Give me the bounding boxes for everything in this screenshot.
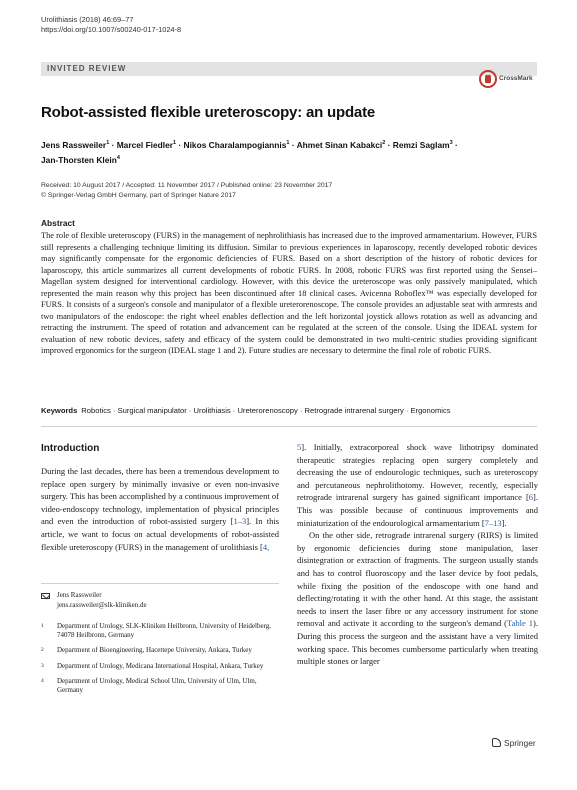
citation-link[interactable]: 1–3 xyxy=(233,516,247,527)
contact-email[interactable]: jens.rassweiler@slk-kliniken.de xyxy=(57,600,147,609)
article-title: Robot-assisted flexible ureteroscopy: an update xyxy=(41,104,376,121)
body-text: ]. This was possible because of continuous improvements and miniaturization of the endourological armamentarium [ xyxy=(297,492,538,528)
body-text: During the last decades, there has been a tremendous development to replace open surgery by minimally invasive or even non-invasive surgery. This has been accomplished by a continuous improvement of video-endoscopy technology, implementation of physical principles and even the introduction of robot-assisted surgery [ xyxy=(41,466,279,527)
citation-link[interactable]: 4, xyxy=(262,541,270,552)
author-separator: · xyxy=(111,139,115,150)
intro-paragraph xyxy=(41,465,279,553)
footnote-divider xyxy=(41,583,279,584)
affiliation-item xyxy=(41,677,279,695)
keywords-list: Robotics · Surgical manipulator · Urolithiasis · Ureterorenoscopy · Retrograde intrarenal surgery · Ergonomics xyxy=(81,406,451,415)
intro-paragraph-2 xyxy=(297,529,538,668)
citation-link[interactable]: 7–13 xyxy=(484,517,502,528)
body-column-right xyxy=(297,441,538,668)
author-line-1 xyxy=(41,137,537,152)
affiliation-number: 4 xyxy=(41,677,44,684)
citation-link[interactable]: 5 xyxy=(297,442,302,452)
abstract-heading: Abstract xyxy=(41,218,75,228)
table-link[interactable]: Table 1 xyxy=(507,618,534,629)
affiliation-number: 3 xyxy=(41,662,44,669)
body-text: ]. Initially, extracorporeal shock wave lithotripsy dominated therapeutic strategies replacing open surgery completely and decreasing the use of endourologic techniques, such as ureteroscopy and percutaneous nephrolithotomy. However, recently, especially retrograde intrarenal surgery has gained significant importance [ xyxy=(297,442,538,503)
author-name[interactable]: Marcel Fiedler xyxy=(116,139,174,150)
author-affil-sup: 1 xyxy=(286,140,290,146)
publication-history xyxy=(41,181,537,201)
abstract-text: The role of flexible ureteroscopy (FURS) in the management of nephrolithiasis has increased due to the improved armamentarium. However, FURS still represents a challenging technique limiting its diffusion. Similar to previous experiences in laparoscopy, recently developed robotic devices may significantly compensate for the ergonomic deficiencies of FURS. Based on a short description of the history of robotic devices for laparoscopy, this article summarizes all current developments of robotic FURS. In 2008, robotic FURS was first reported using the Sensei–Magellan system designed for interventional cardiology. However, with this device the ureteroscope was only passively manipulated, which represented the main reason why this project has been discontinued after 18 clinical cases. Avicenna Roboflex™ was especially developed for FURS. It consists of a surgeon's console and manipulator of a flexible ureterorenoscope. The console provides an adjustable seat with armrests and two manipulators of the endoscope: the right wheel enables deflection and the left horizontal joystick allows rotation as well as advancing and retracting the instrument. The speed of rotation and advancement can be regulated at the screen of the console. Using the IDEAL system for evaluation of new robotic devices, safety and efficacy of the system could be demonstrated in two multi-centric studies providing significant improved ergonomics for the surgeon (IDEAL stage 1 and 2). Future studies are necessary to determine the final role of robotic FURS. xyxy=(41,231,537,356)
introduction-heading: Introduction xyxy=(41,443,100,454)
intro-paragraph-cont xyxy=(297,441,538,529)
body-column-left xyxy=(41,465,279,553)
author-name[interactable]: Jan-Thorsten Klein xyxy=(41,154,117,165)
affiliation-text: Department of Urology, SLK-Kliniken Heilbronn, University of Heidelberg, 74078 Heilbronn, Germany xyxy=(57,622,272,640)
affiliation-text: Department of Urology, Medicana International Hospital, Ankara, Turkey xyxy=(57,661,264,670)
envelope-icon xyxy=(41,593,50,599)
author-name[interactable]: Ahmet Sinan Kabakci xyxy=(296,139,383,150)
affiliation-text: Department of Bioengineering, Hacettepe University, Ankara, Turkey xyxy=(57,646,252,655)
crossmark-icon xyxy=(479,70,497,88)
author-line-2 xyxy=(41,152,537,167)
body-text: ]. In this article, we want to focus on actual developments of robot-assisted flexible ureteroscopy (FURS) in the management of urolithiasis [ xyxy=(41,516,279,552)
author-list xyxy=(41,137,537,167)
corresponding-author xyxy=(41,591,279,610)
springer-horse-icon xyxy=(492,738,501,747)
contact-name: Jens Rassweiler xyxy=(57,591,102,599)
body-text: ). During this process the surgeon and the assistant have a very limited working space. This becomes cumbersome particularly when treating multiple stones or larger xyxy=(297,618,538,667)
history-dates: Received: 10 August 2017 / Accepted: 11 November 2017 / Published online: 23 November 2017 xyxy=(41,182,333,189)
copyright-line: © Springer-Verlag GmbH Germany, part of Springer Nature 2017 xyxy=(41,192,236,199)
affiliation-item xyxy=(41,646,279,655)
affiliation-item xyxy=(41,622,279,640)
article-type-band xyxy=(41,62,537,76)
author-name[interactable]: Nikos Charalampogiannis xyxy=(183,139,287,150)
journal-citation: Urolithiasis (2018) 46:69–77 xyxy=(41,15,134,24)
crossmark-badge[interactable] xyxy=(479,70,539,96)
section-divider xyxy=(41,426,537,427)
affiliation-number: 2 xyxy=(41,647,44,654)
author-affil-sup: 1 xyxy=(173,140,177,146)
citation-link[interactable]: 6 xyxy=(528,492,534,503)
author-affil-sup: 2 xyxy=(382,140,386,146)
author-affil-sup: 3 xyxy=(449,140,453,146)
author-affil-sup: 4 xyxy=(116,154,120,161)
body-text: On the other side, retrograde intrarenal surgery (RIRS) is limited by ergonomic deficiencies during stone manipulation, laser disintegration or extraction of fragments. The surgeon usually stands and has to control fluoroscopy and the laser device by foot pedals, while fixing the position of the endoscope with one hand and deflecting/rotating it with the other hand. At this stage, the assistant needs to insert the laser fibre or any accessory instrument for stone removal and activate it according to the surgeon's demand ( xyxy=(297,530,538,629)
article-type-label: INVITED REVIEW xyxy=(47,64,127,73)
doi-link[interactable]: https://doi.org/10.1007/s00240-017-1024-8 xyxy=(41,25,182,34)
author-affil-sup: 1 xyxy=(106,140,110,146)
publisher-name: Springer xyxy=(504,738,536,748)
affiliation-text: Department of Urology, Medical School Ulm, University of Ulm, Ulm, Germany xyxy=(57,676,257,695)
author-separator: · xyxy=(178,139,182,150)
affiliations xyxy=(41,622,279,701)
author-separator: · xyxy=(454,139,458,150)
author-separator: · xyxy=(291,139,295,150)
journal-header xyxy=(41,15,181,35)
body-text: ]. xyxy=(501,517,507,528)
affiliation-number: 1 xyxy=(41,623,44,629)
author-separator: · xyxy=(387,139,391,150)
author-name[interactable]: Remzi Saglam xyxy=(392,139,450,150)
publisher-logo xyxy=(492,738,536,748)
crossmark-label: CrossMark xyxy=(499,75,533,82)
affiliation-item xyxy=(41,662,279,671)
keywords xyxy=(41,406,537,415)
author-name[interactable]: Jens Rassweiler xyxy=(41,139,107,150)
keywords-label: Keywords xyxy=(41,406,78,415)
